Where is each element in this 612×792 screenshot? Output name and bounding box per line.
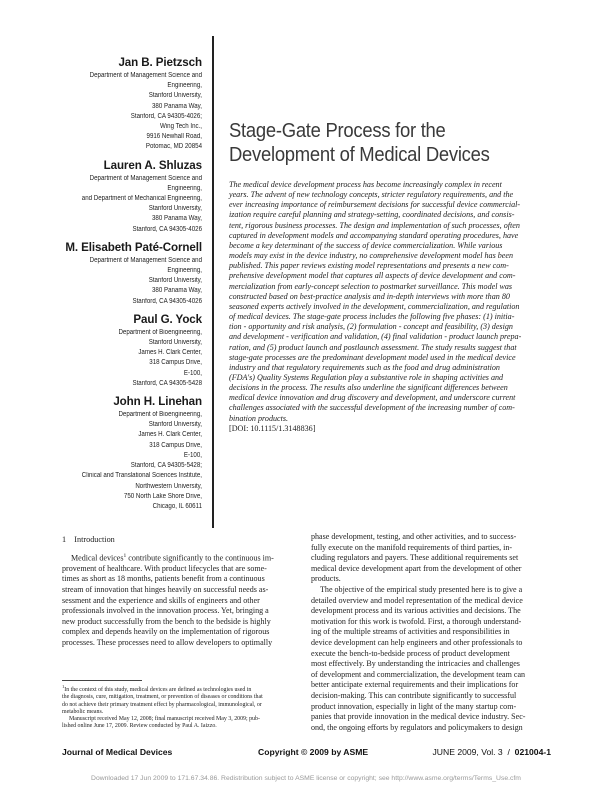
body-line-text: motivation for this work is twofold. First, a thorough understand- bbox=[311, 616, 522, 626]
section-number: 1 bbox=[62, 535, 67, 544]
abstract-line: tion - opportunity and risk analysis, (2) formulation - concept and feasibility, (3) design bbox=[229, 322, 513, 332]
abstract-line: models may exist in the device industry, no comprehensive development model has been bbox=[229, 251, 514, 261]
author-affiliation-line: Wing Tech Inc., bbox=[159, 123, 202, 131]
body-line bbox=[311, 617, 551, 628]
body-line-text: device development can help engineers and other professionals to bbox=[311, 637, 523, 647]
author-affiliation-line: Stanford, CA 94305-4026 bbox=[132, 225, 202, 233]
body-line-text: products. bbox=[311, 574, 341, 584]
footnote-text: Manuscript received May 12, 2008; final manuscript received May 3, 2009; pub- bbox=[69, 716, 260, 723]
body-line-text: decision-making. This can contribute significantly to successful bbox=[311, 690, 517, 700]
abstract-line: captured in development models and accompanying standard operating procedures, have bbox=[229, 230, 519, 240]
footnote-line bbox=[62, 716, 304, 723]
body-line-text: fully execute on the manifold requirements of third parties, in- bbox=[311, 542, 513, 552]
abstract-line: industry and that regulatory requirements such as the food and drug administration bbox=[229, 362, 500, 372]
body-line-text: ing of the multiple streams of activities and responsibilities in bbox=[311, 627, 510, 637]
author-block bbox=[40, 313, 202, 389]
body-line bbox=[311, 723, 551, 734]
abstract-line: and development - verification and validation, (4) final validation - product launch prepa- bbox=[229, 332, 522, 342]
body-line-text: detailed overview and model representation of the medical device bbox=[311, 595, 523, 605]
body-line-text: of development and commercialization, the development team can bbox=[311, 669, 526, 679]
body-line bbox=[311, 649, 551, 660]
abstract-line: constructed based on best-practice analysis and in-depth interviews with more than 80 bbox=[229, 291, 510, 301]
body-line-text: complex and depends heavily on the implementation of rigorous bbox=[62, 627, 270, 637]
author-affiliation-line: Engineering, bbox=[167, 184, 202, 192]
vertical-rule bbox=[212, 36, 214, 528]
footnote-rule bbox=[62, 680, 142, 681]
author-affiliation-line: Department of Management Science and bbox=[89, 174, 202, 182]
author-affiliation-line: Stanford University, bbox=[148, 277, 202, 285]
author-block bbox=[40, 56, 202, 153]
body-line bbox=[311, 638, 551, 649]
footnote-text: do not achieve their primary treatment effect by pharmacological, immunological, or bbox=[62, 701, 262, 708]
abstract-line: ration, and (5) product launch and postlaunch assessment. The study results suggest that bbox=[229, 342, 517, 352]
body-text-right bbox=[311, 532, 551, 733]
author-name: Lauren A. Shluzas bbox=[103, 158, 202, 172]
abstract-line: ever increasing importance of reimbursement decisions for successful device commercial- bbox=[229, 200, 521, 210]
abstract-line: become a key determinant of the success of device commercialization. While various bbox=[229, 240, 503, 250]
author-affiliation-line: Stanford, CA 94305-4026 bbox=[132, 297, 202, 305]
body-line bbox=[311, 627, 551, 638]
author-affiliation-line: Department of Management Science and bbox=[89, 72, 202, 79]
abstract-line: tent, rigorous business processes. The design and implementation of such processes, often bbox=[229, 220, 520, 230]
section-heading bbox=[62, 535, 302, 546]
footnote-text: the diagnosis, cure, mitigation, treatment, or prevention of diseases or conditions that bbox=[62, 694, 263, 701]
body-line bbox=[311, 712, 551, 723]
author-affiliation-line: Chicago, IL 60611 bbox=[152, 502, 202, 510]
doi[interactable]: [DOI: 10.1115/1.3148836] bbox=[229, 423, 316, 433]
body-line-text: better anticipate external requirements and their implications for bbox=[311, 680, 519, 690]
author-affiliation-line: 318 Campus Drive, bbox=[149, 441, 202, 449]
author-name: Paul G. Yock bbox=[133, 312, 202, 326]
body-line bbox=[62, 638, 302, 649]
body-line-text: phase development, testing, and other activities, and to success- bbox=[311, 532, 517, 541]
body-line bbox=[62, 574, 302, 585]
author-affiliation-line: Potomac, MD 20854 bbox=[145, 143, 202, 151]
body-line bbox=[311, 702, 551, 713]
abstract-line: prehensive development model that captures all aspects of device development and com- bbox=[229, 271, 516, 281]
author-affiliation-line: Engineering, bbox=[167, 82, 202, 90]
title-line-1: Stage-Gate Process for the bbox=[229, 119, 446, 142]
footnote-line bbox=[62, 702, 304, 709]
body-line bbox=[311, 585, 551, 596]
body-column-left bbox=[62, 532, 302, 649]
footnote-text: metabolic means. bbox=[62, 708, 104, 715]
author-affiliation-line: Northwestern University, bbox=[135, 482, 202, 490]
footnote-marker: 1 bbox=[123, 552, 127, 559]
body-line bbox=[311, 596, 551, 607]
body-line-text: provement of healthcare. With product lifecycles that are some- bbox=[62, 563, 267, 573]
body-line bbox=[311, 670, 551, 681]
author-affiliation-line: E-100, bbox=[183, 369, 202, 377]
abstract-line: of medical devices. The stage-gate process includes the following five phases: (1) initia- bbox=[229, 312, 515, 322]
author-name: M. Elisabeth Paté-Cornell bbox=[65, 240, 202, 254]
author-affiliation-line: Stanford University, bbox=[148, 92, 202, 100]
body-line-text: professionals involved in the innovation process. Yet, bringing a bbox=[62, 606, 269, 616]
body-line bbox=[311, 553, 551, 564]
body-line-text: panies that provide innovation in the medical device industry. Sec- bbox=[311, 712, 526, 722]
page-number: 021004-1 bbox=[514, 747, 551, 757]
author-name: Jan B. Pietzsch bbox=[118, 56, 202, 69]
body-column-right bbox=[311, 532, 551, 733]
author-block bbox=[40, 241, 202, 307]
author-affiliation-line: 318 Campus Drive, bbox=[149, 359, 202, 367]
author-affiliation-line: 380 Panama Way, bbox=[152, 287, 202, 295]
body-line-text: cluding regulators and payers. These additional requirements set bbox=[311, 553, 519, 563]
author-affiliation-line: Department of Management Science and bbox=[89, 256, 202, 264]
copyright: Copyright © 2009 by ASME bbox=[258, 747, 369, 757]
author-affiliation-line: Department of Bioengineering, bbox=[118, 328, 202, 336]
body-text-left bbox=[62, 551, 302, 649]
body-line bbox=[62, 564, 302, 575]
abstract-line: challenges associated with the successful development of the increasing number of com- bbox=[229, 403, 515, 413]
body-line-text: most effectively. By understanding the intricacies and challenges bbox=[311, 659, 520, 669]
footnote-line bbox=[62, 723, 304, 730]
body-line bbox=[311, 574, 551, 585]
body-line-text: times as short as 18 months, patients benefit from a continuous bbox=[62, 574, 265, 584]
author-affiliation-line: James H. Clark Center, bbox=[138, 431, 202, 439]
download-notice: Downloaded 17 Jun 2009 to 171.67.34.86. Redistribution subject to ASME license or copyright; see http://www.asme.org/terms/Terms_Use.cfm bbox=[91, 775, 521, 782]
abstract bbox=[229, 180, 554, 434]
body-line bbox=[311, 564, 551, 575]
abstract-line: (FDA's) Quality Systems Regulation play a substantive role in shaping activities and bbox=[229, 372, 504, 382]
footnote-text: In the context of this study, medical devices are defined as technologies used in bbox=[64, 686, 252, 693]
body-line-text: processes. These processes need to allow developers to optimally bbox=[62, 638, 273, 648]
body-line-text: sessment and the experience and skills of engineers and other bbox=[62, 595, 260, 605]
body-line bbox=[62, 617, 302, 628]
author-affiliation-line: James H. Clark Center, bbox=[138, 349, 202, 357]
abstract-line: seasoned experts actively involved in the development, commercialization, and regulation bbox=[229, 301, 520, 311]
author-affiliation-line: Stanford, CA 94305-5428; bbox=[130, 462, 202, 470]
body-line bbox=[62, 627, 302, 638]
abstract-line: ization require careful planning and strategy-setting, coordinated decisions, and consis- bbox=[229, 210, 515, 220]
footnote-text: lished online June 17, 2009. Review conducted by Paul A. Iaizzo. bbox=[62, 723, 217, 730]
abstract-line: The medical device development process has become increasingly complex in recent bbox=[229, 180, 502, 189]
issue-info bbox=[432, 747, 551, 757]
abstract-text bbox=[229, 180, 554, 424]
body-line-text: The objective of the empirical study presented here is to give a bbox=[320, 584, 523, 594]
body-line bbox=[62, 551, 302, 564]
abstract-line: bination products. bbox=[229, 413, 289, 423]
body-line bbox=[311, 680, 551, 691]
abstract-line: medical device innovation and drug discovery and development, and underscore current bbox=[229, 393, 516, 403]
author-affiliation-line: E-100, bbox=[183, 451, 202, 459]
author-affiliation-line: Stanford, CA 94305-5428 bbox=[132, 379, 202, 387]
abstract-line: years. The advent of new technology concepts, stricter regulatory requirements, and the bbox=[229, 190, 514, 200]
author-affiliation-line: 380 Panama Way, bbox=[152, 102, 202, 110]
author-affiliation-line: Stanford University, bbox=[148, 421, 202, 429]
author-affiliation-line: 750 North Lake Shore Drive, bbox=[123, 492, 202, 500]
author-block bbox=[40, 159, 202, 235]
abstract-line: mercialization from early-concept selection to postmarket surveillance. This model was bbox=[229, 281, 513, 291]
title-line-2: Development of Medical Devices bbox=[229, 143, 490, 166]
author-list bbox=[40, 56, 202, 518]
body-line-text: execute the bench-to-bedside process of product development bbox=[311, 648, 510, 658]
body-line bbox=[62, 585, 302, 596]
author-affiliation-line: 9916 Newhall Road, bbox=[146, 133, 202, 141]
body-line-text: medical device development apart from the development of other bbox=[311, 563, 522, 573]
footnote-marker: 1 bbox=[62, 684, 65, 689]
author-affiliation-line: Department of Bioengineering, bbox=[118, 411, 202, 419]
author-affiliation-line: Stanford, CA 94305-4026; bbox=[130, 112, 202, 120]
author-affiliation-line: 380 Panama Way, bbox=[152, 215, 202, 223]
paper-title bbox=[229, 119, 569, 167]
page-footer bbox=[62, 747, 551, 761]
body-line-text-rest: contribute significantly to the continuous im- bbox=[126, 553, 274, 563]
body-line bbox=[62, 596, 302, 607]
body-line bbox=[311, 543, 551, 554]
author-block bbox=[40, 395, 202, 512]
author-affiliation-line: Clinical and Translational Sciences Institute, bbox=[81, 472, 202, 480]
author-affiliation-line: and Department of Mechanical Engineering, bbox=[81, 195, 202, 203]
body-line bbox=[311, 691, 551, 702]
author-name: John H. Linehan bbox=[113, 395, 202, 409]
section-title: Introduction bbox=[74, 535, 115, 544]
author-affiliation-line: Stanford University, bbox=[148, 339, 202, 347]
body-line bbox=[311, 659, 551, 670]
journal-name: Journal of Medical Devices bbox=[62, 747, 173, 757]
issue-separator: / bbox=[507, 747, 510, 757]
body-line-text: Medical devices bbox=[71, 553, 124, 563]
issue-date-volume: JUNE 2009, Vol. 3 bbox=[432, 747, 503, 757]
footnotes bbox=[62, 683, 304, 731]
footnote-line bbox=[62, 694, 304, 701]
author-affiliation-line: Engineering, bbox=[167, 267, 202, 275]
abstract-line: published. This paper reviews existing model representations and presents a new com- bbox=[229, 261, 509, 271]
body-line bbox=[62, 606, 302, 617]
body-line bbox=[311, 532, 551, 543]
body-line-text: development process and its various activities and decisions. The bbox=[311, 606, 521, 616]
author-affiliation-line: Stanford University, bbox=[148, 205, 202, 213]
abstract-line: decisions in the process. The results also underline the significant differences between bbox=[229, 383, 508, 393]
body-line-text: new product successfully from the bench to the bedside is highly bbox=[62, 616, 271, 626]
body-line bbox=[311, 606, 551, 617]
footnote-line bbox=[62, 683, 304, 694]
body-line-text: stream of innovation that hinges heavily on successful needs as- bbox=[62, 585, 269, 595]
abstract-line: stage-gate processes are the predominant development model used in the medical device bbox=[229, 352, 516, 362]
body-line-text: product innovation, especially in light of the many startup com- bbox=[311, 701, 517, 711]
body-line-text: ond, the ongoing efforts by regulators and policymakers to design bbox=[311, 722, 523, 732]
